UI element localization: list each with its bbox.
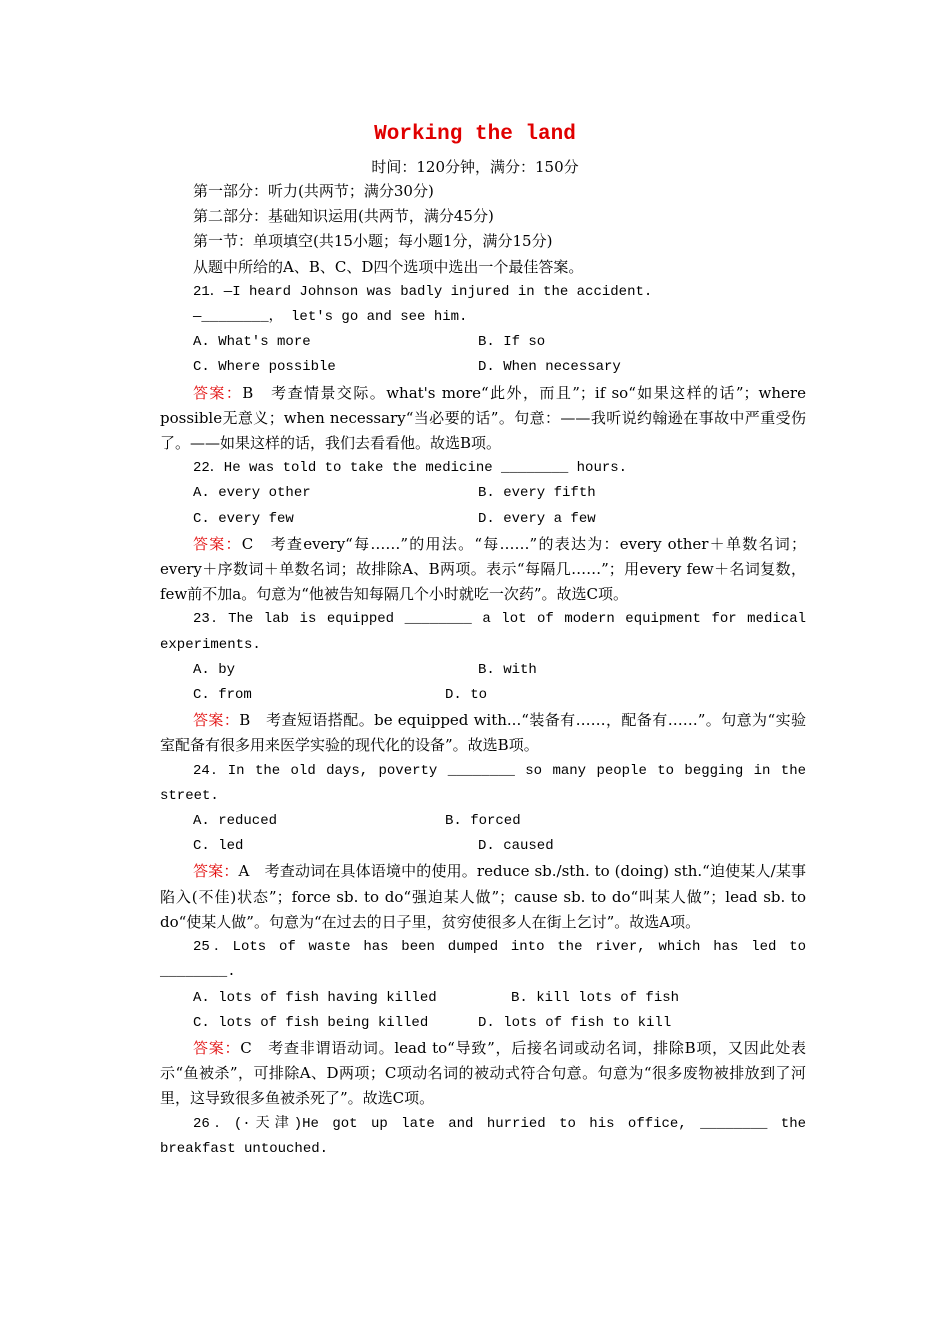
option-row (160, 481, 806, 506)
question-stem: —________， let's go and see him. (193, 309, 468, 326)
option: B. every fifth (478, 485, 596, 502)
page-title: Working the land (374, 123, 576, 146)
answer-text: B 考查情景交际。what's more“此外，而且”；if so“如果这样的话”；where possible无意义；when necessary“当必要的话”。句意：——我听说约翰逊在事故中严重受伤了。——如果这样的话，我们去看看他。故选B项。 (160, 383, 806, 453)
option-row (160, 683, 806, 708)
option-row (160, 330, 806, 355)
option-row (160, 834, 806, 859)
option: D. When necessary (478, 359, 621, 376)
option-row (160, 809, 806, 834)
option: B. with (478, 661, 537, 678)
option-row (160, 355, 806, 380)
answer-text: A 考查动词在具体语境中的使用。reduce sb./sth. to (doing) sth.“迫使某人/某事陷入(不佳)状态”；force sb. to do“强迫某人做”；cause sb. to do“叫某人做”；lead sb. to do“使某人做”。句意为“在过去的日子里，贫穷使很多人在街上乞讨”。故选A项。 (160, 862, 806, 931)
option: D. caused (478, 838, 554, 855)
answer-label: 答案： (193, 862, 239, 881)
option: D. every a few (478, 510, 596, 527)
section-heading: 第一部分：听力(共两节；满分30分) (193, 182, 434, 200)
answer-label: 答案： (193, 1038, 241, 1057)
answer-explanation (160, 708, 806, 758)
question-stem: 23．The lab is equipped ________ a lot of modern equipment for medical experiments. (160, 611, 806, 653)
option: A. every other (193, 485, 311, 502)
option: B. forced (445, 813, 521, 830)
option: B. If so (478, 334, 546, 351)
section-instruction: 从题中所给的A、B、C、D四个选项中选出一个最佳答案。 (193, 257, 584, 276)
option: D. lots of fish to kill (478, 1014, 672, 1031)
section-heading: 第二部分：基础知识运用(共两节，满分45分) (193, 207, 494, 226)
option-row (160, 1011, 806, 1036)
option-row (160, 658, 806, 683)
answer-text: C 考查非谓语动词。lead to“导致”，后接名词或动名词，排除B项，又因此处表示“鱼被杀”，可排除A、D两项；C项动名词的被动式符合句意。句意为“很多废物被排放到了河里，这导致很多鱼被杀死了”。故选C项。 (160, 1038, 806, 1108)
question-stem: 26．(·天津)He got up late and hurried to his office, ________ the breakfast untouched. (160, 1115, 806, 1157)
option: C. Where possible (193, 359, 336, 376)
answer-explanation (160, 859, 806, 935)
answer-text: B 考查短语搭配。be equipped with...“装备有……，配备有……”。句意为“实验室配备有很多用来医学实验的现代化的设备”。故选B项。 (160, 711, 806, 755)
question-stem: 22．He was told to take the medicine ________ hours. (193, 460, 628, 477)
answer-explanation (160, 381, 806, 457)
question-stem: 24．In the old days, poverty ________ so many people to begging in the street. (160, 762, 806, 804)
answer-explanation (160, 1036, 806, 1112)
option: B. kill lots of fish (511, 989, 680, 1006)
answer-label: 答案： (193, 534, 242, 553)
option: A. by (193, 661, 236, 678)
option: C. lots of fish being killed (193, 1014, 429, 1031)
option-row (160, 507, 806, 532)
option: A. reduced (193, 813, 278, 830)
section-heading: 第一节：单项填空(共15小题；每小题1分，满分15分) (193, 232, 553, 251)
answer-label: 答案： (193, 383, 243, 402)
answer-label: 答案： (193, 711, 240, 730)
option: C. led (193, 838, 244, 855)
answer-text: C 考查every“每……”的用法。“每……”的表达为：every other＋单数名词；every＋序数词＋单数名词；故排除A、B两项。表示“每隔几……”；用every few＋名词复数，few前不加a。句意为“他被告知每隔几个小时就吃一次药”。故选C项。 (160, 534, 806, 604)
option-row (160, 986, 806, 1011)
exam-meta: 时间：120分钟，满分：150分 (371, 158, 579, 176)
option: C. every few (193, 510, 294, 527)
option: A. What's more (193, 334, 311, 351)
question-stem: 21．—I heard Johnson was badly injured in the accident. (193, 283, 653, 300)
option: A. lots of fish having killed (193, 989, 437, 1006)
option: D. to (445, 687, 488, 704)
question-stem: 25．Lots of waste has been dumped into the river, which has led to ________. (160, 939, 806, 981)
document-body (160, 179, 806, 1162)
option: C. from (193, 687, 252, 704)
answer-explanation (160, 532, 806, 608)
